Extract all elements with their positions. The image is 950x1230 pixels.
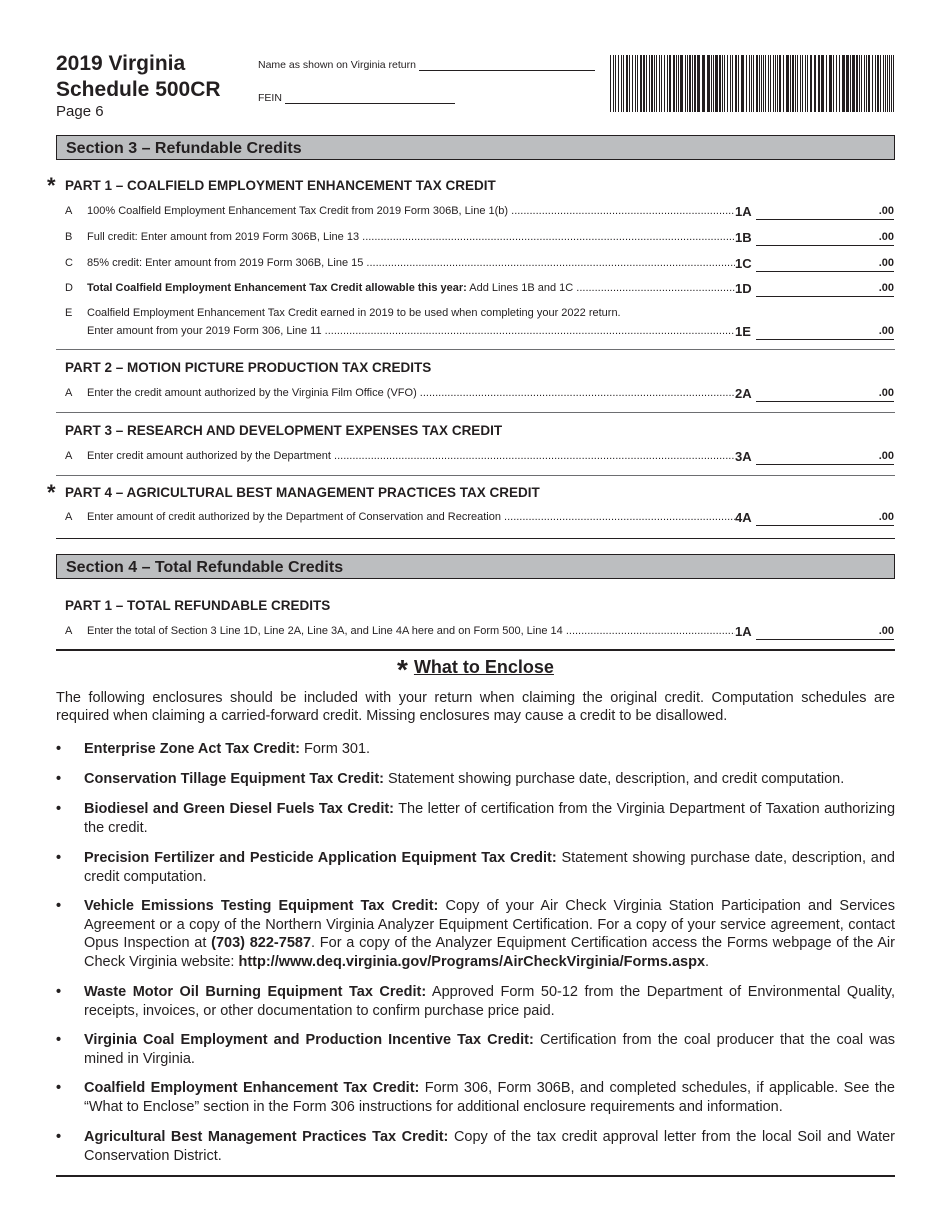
line-1e-description [65,307,621,319]
amount-field-total[interactable]: .00 [756,625,894,640]
line-code: 1A [735,624,752,639]
line-1c [56,257,895,273]
line-code: 1D [735,281,752,296]
barcode-bar [724,55,725,112]
line-letter: D [65,282,73,294]
section-3-header: Section 3 – Refundable Credits [56,135,895,160]
barcode-bar [877,55,879,112]
barcode-bar [829,55,832,112]
line-code: 1B [735,230,752,245]
barcode-image [610,55,894,112]
amount-field-1c[interactable]: .00 [756,257,894,272]
item-label: Coalfield Employment Enhancement Tax Credit: [84,1080,420,1096]
amount-field-4a[interactable]: .00 [756,511,894,526]
barcode-bar [765,55,766,112]
barcode-bar [687,55,688,112]
line-code: 3A [735,449,752,464]
item-text: Statement showing purchase date, description, and credit computation. [84,850,895,885]
barcode-bar [861,55,862,112]
barcode-bar [852,55,855,112]
item-text: Copy of the tax credit approval letter from the local Soil and Water Conservation District. [84,1129,895,1164]
barcode-bar [685,55,686,112]
barcode-bar [623,55,624,112]
bullet-icon: • [56,741,62,757]
barcode-bar [818,55,820,112]
bottom-divider [56,1175,895,1177]
asterisk-icon: * [397,654,408,685]
barcode-bar [661,55,662,112]
section-4-part-1-title: PART 1 – TOTAL REFUNDABLE CREDITS [65,598,331,613]
line-text: Enter the total of Section 3 Line 1D, Line 2A, Line 3A, and Line 4A here and on Form 500, Line 14 ..... [87,625,735,637]
barcode-bar [807,55,808,112]
amount-field-1e[interactable]: .00 [756,325,894,340]
part-3-title: PART 3 – RESEARCH AND DEVELOPMENT EXPENSES TAX CREDIT [65,423,503,438]
item-label: Vehicle Emissions Testing Equipment Tax Credit: [84,898,439,914]
barcode-bar [651,55,653,112]
barcode-bar [654,55,655,112]
line-code: 4A [735,510,752,525]
item-text: Approved Form 50-12 from the Department of Environmental Quality, receipts, invoices, or other documentation to confirm purchase price paid. [84,984,896,1019]
line-letter: A [65,205,73,217]
line-4a [56,511,895,527]
item-text: Copy of your Air Check Virginia Station Participation and Services Agreement or a copy of the Northern Virginia Analyzer Equipment Certification. For a copy of your service agreement, contact Opus Inspection at [84,898,895,951]
barcode-bar [635,55,636,112]
barcode-bar [833,55,834,112]
barcode-bar [795,55,796,112]
barcode-bar [887,55,888,112]
section-4-header: Section 4 – Total Refundable Credits [56,554,895,579]
barcode-bar [615,55,616,112]
barcode-bar [777,55,778,112]
fein-label: FEIN [258,92,282,104]
line-text: 100% Coalfield Employment Enhancement Tax Credit from 2019 Form 306B, Line 1(b) ..... [87,205,735,217]
barcode-bar [839,55,840,112]
barcode-bar [646,55,647,112]
barcode-bar [753,55,754,112]
item-text: Statement showing purchase date, description, and credit computation. [383,771,845,787]
barcode-bar [836,55,837,112]
barcode-bar [821,55,824,112]
item-label: Biodiesel and Green Diesel Fuels Tax Credit: [84,801,395,817]
barcode-bar [678,55,679,112]
line-letter: C [65,257,73,269]
line-text: Enter amount of credit authorized by the Department of Conservation and Recreation ..... [87,511,735,523]
barcode-bar [872,55,873,112]
item-text: Form 306, Form 306B, and completed schedules, if applicable. See the “What to Enclose” section in the Form 306 instructions for additional enclosure requirements and information. [84,1080,895,1115]
form-page [47,0,896,1230]
line-text: Full credit: Enter amount from 2019 Form 306B, Line 13 ..... [87,231,735,243]
barcode-bar [707,55,710,112]
item-text: Form 301. [299,741,371,757]
barcode-bar [779,55,781,112]
line-text-first: Coalfield Employment Enhancement Tax Credit earned in 2019 to be used when completing your 2022 return. [87,307,621,319]
enclose-title-text: What to Enclose [413,657,554,677]
divider [56,538,895,539]
item-text: . For a copy of the Analyzer Equipment Certification access the Forms webpage of the Air Check Virginia website: [84,935,895,970]
barcode-bar [868,55,870,112]
barcode-bar [669,55,671,112]
barcode-bar [846,55,849,112]
barcode-bar [632,55,633,112]
barcode-bar [722,55,723,112]
line-1d [56,282,895,298]
barcode-bar [802,55,803,112]
amount-field-1b[interactable]: .00 [756,231,894,246]
divider [56,649,895,651]
barcode-bar [790,55,791,112]
item-label: Virginia Coal Employment and Production Incentive Tax Credit: [84,1032,534,1048]
bullet-icon: • [56,771,62,787]
line-1a [56,205,895,221]
bullet-icon: • [56,1032,62,1048]
part-4-title-text: PART 4 – AGRICULTURAL BEST MANAGEMENT PRACTICES TAX CREDIT [65,485,540,500]
barcode-bar [702,55,705,112]
barcode-bar [864,55,865,112]
barcode-bar [891,55,892,112]
line-code: 2A [735,386,752,401]
amount-field-3a[interactable]: .00 [756,450,894,465]
barcode-bar [775,55,776,112]
barcode-bar [856,55,858,112]
line-3a [56,450,895,466]
barcode-bar [680,55,683,112]
name-label: Name as shown on Virginia return [258,59,416,71]
barcode-bar [643,55,645,112]
bullet-icon: • [56,850,62,866]
barcode-bar [797,55,798,112]
form-title-schedule: Schedule 500CR [56,78,221,101]
barcode-bar [859,55,860,112]
item-text: The letter of certification from the Virginia Department of Taxation authorizing the credit. [84,801,896,836]
line-1e [56,325,895,341]
part-4-title [47,480,540,505]
line-text: Enter amount from your 2019 Form 306, Line 11 ..... [87,325,735,337]
part-1-title [47,173,496,198]
part-1-title-text: PART 1 – COALFIELD EMPLOYMENT ENHANCEMENT TAX CREDIT [65,178,496,193]
part-2-title: PART 2 – MOTION PICTURE PRODUCTION TAX CREDITS [65,360,432,375]
line-letter: E [65,307,73,319]
name-field[interactable] [258,59,595,71]
barcode-bar [756,55,758,112]
barcode-bar [741,55,744,112]
barcode-bar [637,55,638,112]
form-title [56,51,221,103]
barcode-bar [763,55,764,112]
bullet-icon: • [56,1080,62,1096]
barcode-bar [692,55,693,112]
barcode-bar [751,55,752,112]
barcode-bar [805,55,806,112]
barcode-bar [866,55,867,112]
barcode-bar [761,55,762,112]
divider [56,475,895,476]
line-letter: A [65,625,73,637]
barcode-bar [727,55,728,112]
barcode-bar [842,55,845,112]
barcode-bar [826,55,827,112]
amount-field-1d[interactable]: .00 [756,282,894,297]
barcode-bar [814,55,816,112]
barcode-bar [810,55,812,112]
barcode-bar [664,55,665,112]
item-label: Conservation Tillage Equipment Tax Credit: [84,771,384,787]
line-text: 85% credit: Enter amount from 2019 Form 306B, Line 15 ..... [87,257,735,269]
barcode-bar [889,55,890,112]
line-text [87,282,735,294]
form-title-year: 2019 Virginia [56,52,186,75]
item-text: Certification from the coal producer that the coal was mined in Virginia. [84,1032,896,1067]
barcode-bar [885,55,886,112]
barcode-bar [800,55,801,112]
barcode-bar [697,55,700,112]
line-text: Enter credit amount authorized by the Department ..... [87,450,735,462]
barcode-bar [719,55,721,112]
enclose-title [56,654,895,686]
line-text: Enter the credit amount authorized by the Virginia Film Office (VFO) ..... [87,387,735,399]
barcode-bar [730,55,731,112]
line-text-rest: Add Lines 1B and 1C [466,282,574,294]
bullet-icon: • [56,898,62,914]
asterisk-icon: * [47,173,56,198]
bullet-icon: • [56,984,62,1000]
barcode-bar [783,55,784,112]
item-label: Waste Motor Oil Burning Equipment Tax Credit: [84,984,427,1000]
divider [56,349,895,350]
barcode-bar [759,55,760,112]
barcode-bar [673,55,675,112]
barcode-bar [676,55,677,112]
line-letter: A [65,450,73,462]
line-code: 1E [735,324,751,339]
line-letter: B [65,231,73,243]
barcode-bar [875,55,876,112]
barcode-bar [694,55,696,112]
barcode-bar [749,55,750,112]
barcode-bar [732,55,733,112]
line-1b [56,231,895,247]
line-letter: A [65,387,73,399]
barcode-bar [689,55,691,112]
item-label: Enterprise Zone Act Tax Credit: [84,741,300,757]
barcode-bar [610,55,611,112]
barcode-bar [629,55,630,112]
barcode-bar [713,55,714,112]
barcode-bar [773,55,774,112]
fein-field[interactable] [258,92,455,104]
barcode-bar [711,55,712,112]
line-total-1a [56,625,895,641]
barcode-bar [893,55,894,112]
barcode-bar [626,55,628,112]
name-input-line[interactable] [419,59,595,71]
barcode-bar [640,55,642,112]
bullet-icon: • [56,1129,62,1145]
bullet-icon: • [56,801,62,817]
barcode-bar [786,55,789,112]
barcode-bar [735,55,737,112]
barcode-bar [880,55,881,112]
barcode-bar [613,55,614,112]
line-code: 1A [735,204,752,219]
divider [56,412,895,413]
barcode-bar [659,55,660,112]
barcode-bar [715,55,718,112]
asterisk-icon: * [47,480,56,505]
barcode-bar [792,55,794,112]
website-link[interactable]: http://www.deq.virginia.gov/Programs/AirCheckVirginia/Forms.aspx [238,953,706,970]
line-letter: A [65,511,73,523]
line-code: 1C [735,256,752,271]
barcode-bar [621,55,622,112]
page-number: Page 6 [56,103,104,120]
barcode-bar [618,55,619,112]
barcode-bar [746,55,747,112]
amount-field-1a[interactable]: .00 [756,205,894,220]
barcode-bar [770,55,771,112]
barcode-bar [850,55,851,112]
item-label: Precision Fertilizer and Pesticide Application Equipment Tax Credit: [84,850,557,866]
item-label: Agricultural Best Management Practices Tax Credit: [84,1129,449,1145]
line-2a [56,387,895,403]
barcode-bar [883,55,884,112]
barcode-bar [768,55,769,112]
barcode-bar [738,55,739,112]
line-text-bold: Total Coalfield Employment Enhancement Tax Credit allowable this year: [87,282,467,294]
phone-number: (703) 822-7587 [211,935,312,951]
fein-input-line[interactable] [285,92,455,104]
barcode-bar [667,55,668,112]
item-text: . [705,953,710,970]
amount-field-2a[interactable]: .00 [756,387,894,402]
barcode-bar [656,55,657,112]
enclose-intro: The following enclosures should be included with your return when claiming the original credit. Computation schedules are required when claiming a carried-forward credit. Missing enclosures may cause a credit to be disallowed. [56,690,895,724]
barcode-bar [649,55,650,112]
